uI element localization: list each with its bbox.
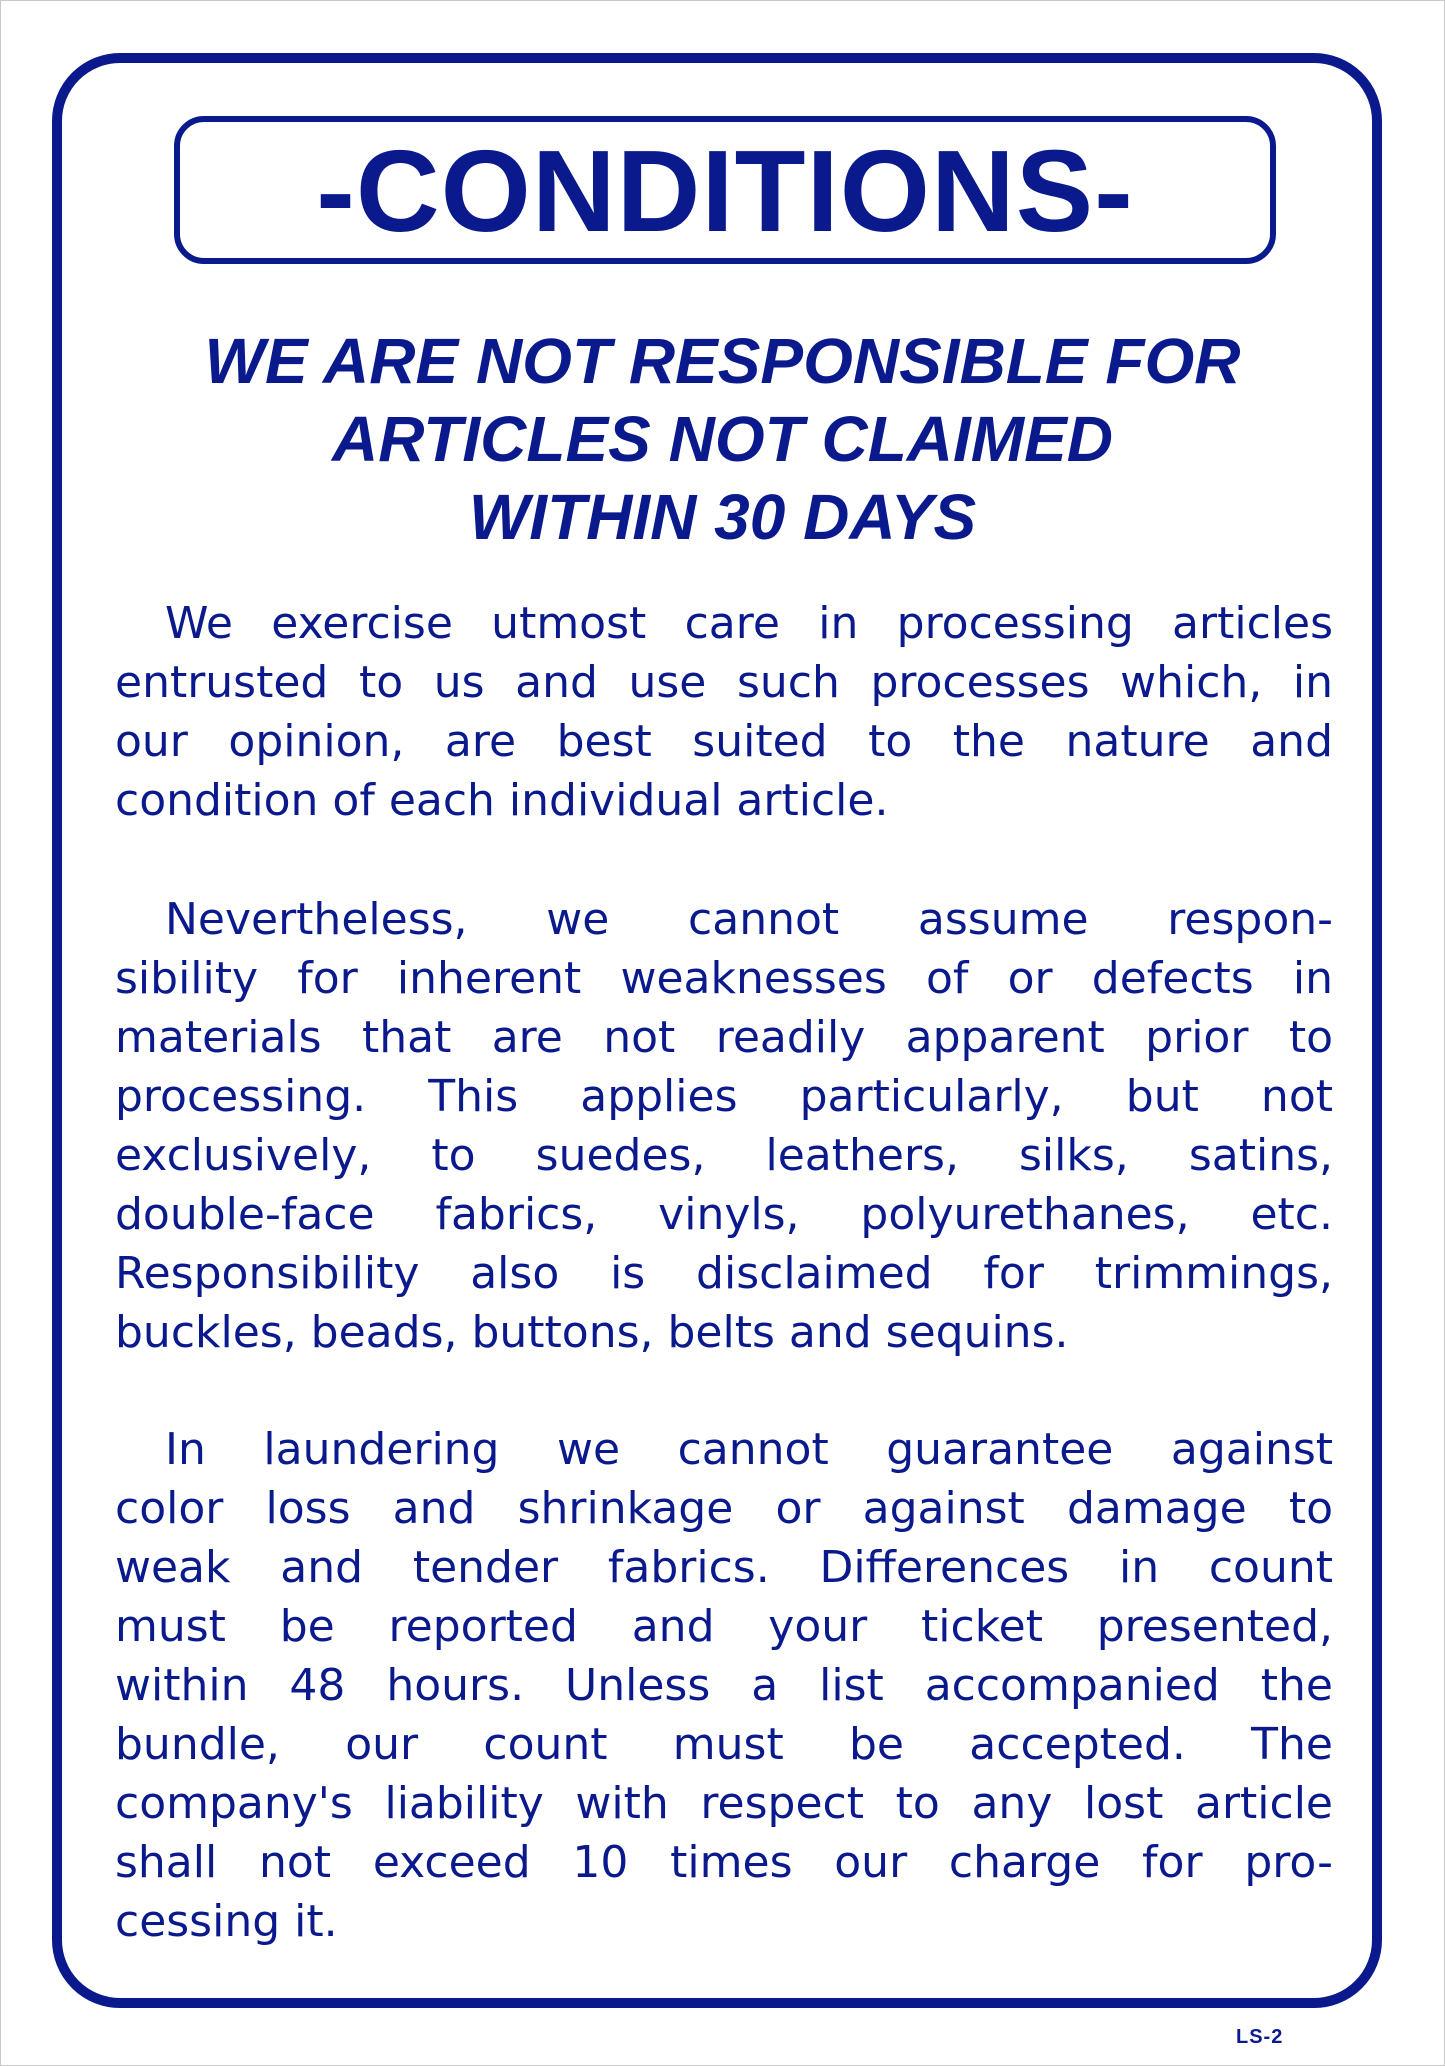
paragraph-line: weak and tender fabrics. Differences in count [115, 1542, 1333, 1593]
paragraph-line: materials that are not readily apparent prior to [115, 1012, 1333, 1063]
sign-code: LS-2 [1236, 2026, 1284, 2048]
paragraph-line: Nevertheless, we cannot assume respon- [165, 894, 1333, 945]
paragraph-line: our opinion, are best suited to the nature and [115, 716, 1333, 767]
paragraph-line: company's liability with respect to any lost article [115, 1778, 1333, 1829]
paragraph-line: Responsibility also is disclaimed for trimmings, [115, 1248, 1333, 1299]
paragraph-care [115, 594, 1333, 830]
paragraph-line: We exercise utmost care in processing articles [165, 598, 1333, 649]
paragraph-line: sibility for inherent weaknesses of or defects in [115, 953, 1333, 1004]
title-box [174, 116, 1276, 264]
paragraph-line: bundle, our count must be accepted. The [115, 1719, 1333, 1770]
paragraph-line: cessing it. [115, 1896, 338, 1947]
paragraph-line: entrusted to us and use such processes which, in [115, 657, 1333, 708]
paragraph-line: color loss and shrinkage or against damage to [115, 1483, 1333, 1534]
paragraph-line: within 48 hours. Unless a list accompanied the [115, 1660, 1333, 1711]
paragraph-line: must be reported and your ticket presented, [115, 1601, 1333, 1652]
paragraph-line: condition of each individual article. [115, 775, 889, 826]
headline [100, 322, 1345, 556]
paragraph-line: double-face fabrics, vinyls, polyurethanes, etc. [115, 1189, 1333, 1240]
headline-line: ARTICLES NOT CLAIMED [331, 403, 1114, 475]
paragraph-line: exclusively, to suedes, leathers, silks, satins, [115, 1130, 1333, 1181]
paragraph-line: buckles, beads, buttons, belts and sequins. [115, 1307, 1069, 1358]
paragraph-laundering [115, 1420, 1333, 1951]
sign-title: -CONDITIONS- [316, 126, 1134, 256]
headline-line: WE ARE NOT RESPONSIBLE FOR [204, 325, 1241, 397]
paragraph-line: processing. This applies particularly, but not [115, 1071, 1333, 1122]
headline-line: WITHIN 30 DAYS [468, 481, 977, 553]
paragraph-responsibility [115, 890, 1333, 1362]
paragraph-line: In laundering we cannot guarantee against [165, 1424, 1333, 1475]
paragraph-line: shall not exceed 10 times our charge for pro- [115, 1837, 1333, 1888]
